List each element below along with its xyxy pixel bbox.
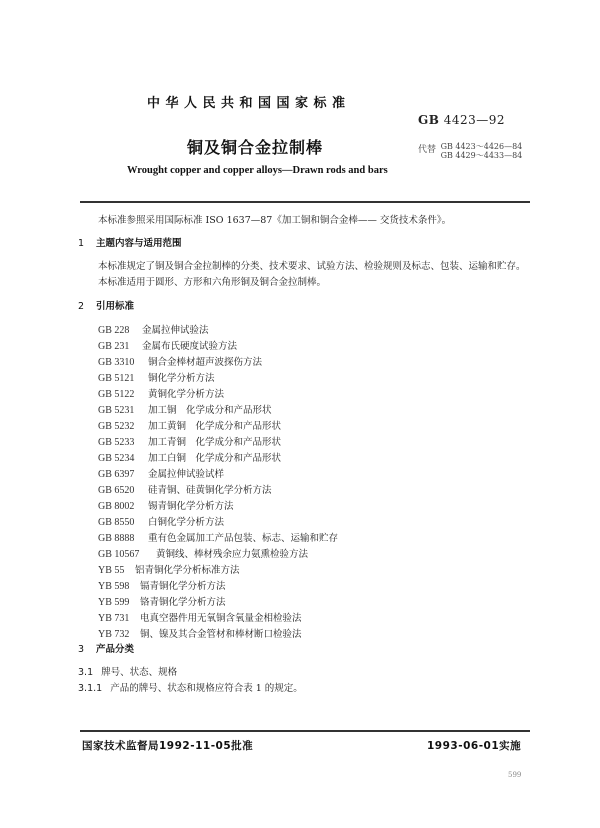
section-number: 3 — [78, 644, 85, 655]
page-number: 599 — [508, 771, 522, 779]
reference-title: 黄铜线、棒材残余应力氨熏检验方法 — [156, 549, 309, 560]
subsection-number: 3.1 — [78, 667, 94, 678]
reference-code: YB 598 — [98, 581, 130, 592]
national-standard-heading: 中华人民共和国国家标准 — [147, 96, 351, 111]
reference-item — [98, 450, 281, 464]
subsection-3-1 — [78, 664, 177, 678]
section-2-heading — [78, 298, 134, 312]
reference-code: YB 732 — [98, 629, 130, 640]
section-1-heading — [78, 235, 182, 249]
reference-title: 铜化学分析方法 — [148, 373, 215, 384]
reference-title: 铝青铜化学分析标准方法 — [135, 565, 240, 576]
reference-title: 镉青铜化学分析方法 — [140, 581, 226, 592]
subsection-number: 3.1.1 — [78, 683, 103, 694]
subsection-text: 产品的牌号、状态和规格应符合表 1 的规定。 — [110, 683, 303, 694]
intro-paragraph: 本标准参照采用国际标准 ISO 1637—87《加工铜和铜合金棒—— 交货技术条件》。 — [98, 215, 452, 226]
reference-item — [98, 546, 308, 560]
reference-code: GB 6397 — [98, 469, 135, 480]
reference-item — [98, 594, 226, 608]
reference-title: 铜合金棒材超声波探伤方法 — [148, 357, 263, 368]
reference-title: 铬青铜化学分析方法 — [140, 597, 226, 608]
reference-code: GB 5232 — [98, 421, 135, 432]
reference-title: 硅青铜、硅黄铜化学分析方法 — [148, 485, 272, 496]
reference-item — [98, 322, 209, 336]
reference-code: GB 10567 — [98, 549, 140, 560]
reference-code: GB 8550 — [98, 517, 135, 528]
reference-code: GB 8888 — [98, 533, 135, 544]
reference-title: 金属布氏硬度试验方法 — [142, 341, 238, 352]
standard-code — [418, 113, 505, 127]
reference-title: 加工黄铜 化学成分和产品形状 — [148, 421, 282, 432]
reference-title: 铜、镍及其合金管材和棒材断口检验法 — [140, 629, 302, 640]
reference-item — [98, 434, 281, 448]
reference-code: YB 731 — [98, 613, 130, 624]
reference-code: GB 5122 — [98, 389, 135, 400]
reference-item — [98, 466, 224, 480]
reference-item — [98, 578, 226, 592]
subsection-3-1-1 — [78, 680, 303, 694]
reference-item — [98, 514, 224, 528]
reference-item — [98, 370, 215, 384]
reference-code: GB 3310 — [98, 357, 135, 368]
reference-title: 锡青铜化学分析方法 — [148, 501, 234, 512]
reference-code: GB 5121 — [98, 373, 135, 384]
reference-code: GB 5233 — [98, 437, 135, 448]
section-3-heading — [78, 641, 134, 655]
section-title: 主题内容与适用范围 — [96, 238, 182, 249]
section-1-paragraph: 本标准适用于圆形、方形和六角形铜及铜合金拉制棒。 — [98, 277, 327, 288]
reference-title: 电真空器件用无氧铜含氧量金相检验法 — [140, 613, 302, 624]
reference-item — [98, 530, 338, 544]
replaces-label: 代替 — [418, 145, 437, 155]
reference-title: 金属拉伸试验试样 — [148, 469, 225, 480]
reference-item — [98, 386, 224, 400]
reference-title: 白铜化学分析方法 — [148, 517, 225, 528]
reference-title: 加工铜 化学成分和产品形状 — [148, 405, 272, 416]
reference-code: GB 5234 — [98, 453, 135, 464]
reference-item — [98, 562, 240, 576]
standard-title: 铜及铜合金拉制棒 — [187, 138, 324, 157]
reference-item — [98, 498, 234, 512]
reference-code: YB 55 — [98, 565, 125, 576]
section-1-paragraph: 本标准规定了铜及铜合金拉制棒的分类、技术要求、试验方法、检验规则及标志、包装、运输和贮存。 — [98, 261, 526, 272]
reference-title: 加工青铜 化学成分和产品形状 — [148, 437, 282, 448]
reference-item — [98, 354, 262, 368]
reference-title: 黄铜化学分析方法 — [148, 389, 225, 400]
section-title: 引用标准 — [96, 301, 135, 312]
reference-item — [98, 626, 302, 640]
replaced-standard: GB 4429～4433—84 — [440, 151, 523, 160]
english-title: Wrought copper and copper alloys—Drawn rods and bars — [127, 165, 388, 176]
reference-title: 重有色金属加工产品包装、标志、运输和贮存 — [148, 533, 339, 544]
replaced-standard: GB 4423～4426—84 — [440, 142, 523, 151]
reference-code: GB 5231 — [98, 405, 135, 416]
replaces-block — [418, 142, 522, 160]
effective-date: 1993-06-01实施 — [427, 740, 522, 752]
reference-code: YB 599 — [98, 597, 130, 608]
standard-code-number: 4423—92 — [443, 113, 506, 127]
reference-item — [98, 482, 272, 496]
footer-divider — [80, 730, 530, 732]
reference-code: GB 6520 — [98, 485, 135, 496]
section-number: 2 — [78, 301, 85, 312]
approval-date: 国家技术监督局1992-11-05批准 — [82, 740, 254, 752]
reference-item — [98, 338, 237, 352]
reference-item — [98, 610, 302, 624]
reference-code: GB 8002 — [98, 501, 135, 512]
reference-item — [98, 402, 272, 416]
reference-item — [98, 418, 281, 432]
header-divider — [80, 201, 530, 203]
reference-title: 加工白铜 化学成分和产品形状 — [148, 453, 282, 464]
section-title: 产品分类 — [96, 644, 135, 655]
section-number: 1 — [78, 238, 85, 249]
reference-title: 金属拉伸试验法 — [142, 325, 209, 336]
subsection-text: 牌号、状态、规格 — [101, 667, 178, 678]
reference-code: GB 228 — [98, 325, 130, 336]
standard-code-prefix: GB — [418, 113, 440, 127]
reference-code: GB 231 — [98, 341, 130, 352]
